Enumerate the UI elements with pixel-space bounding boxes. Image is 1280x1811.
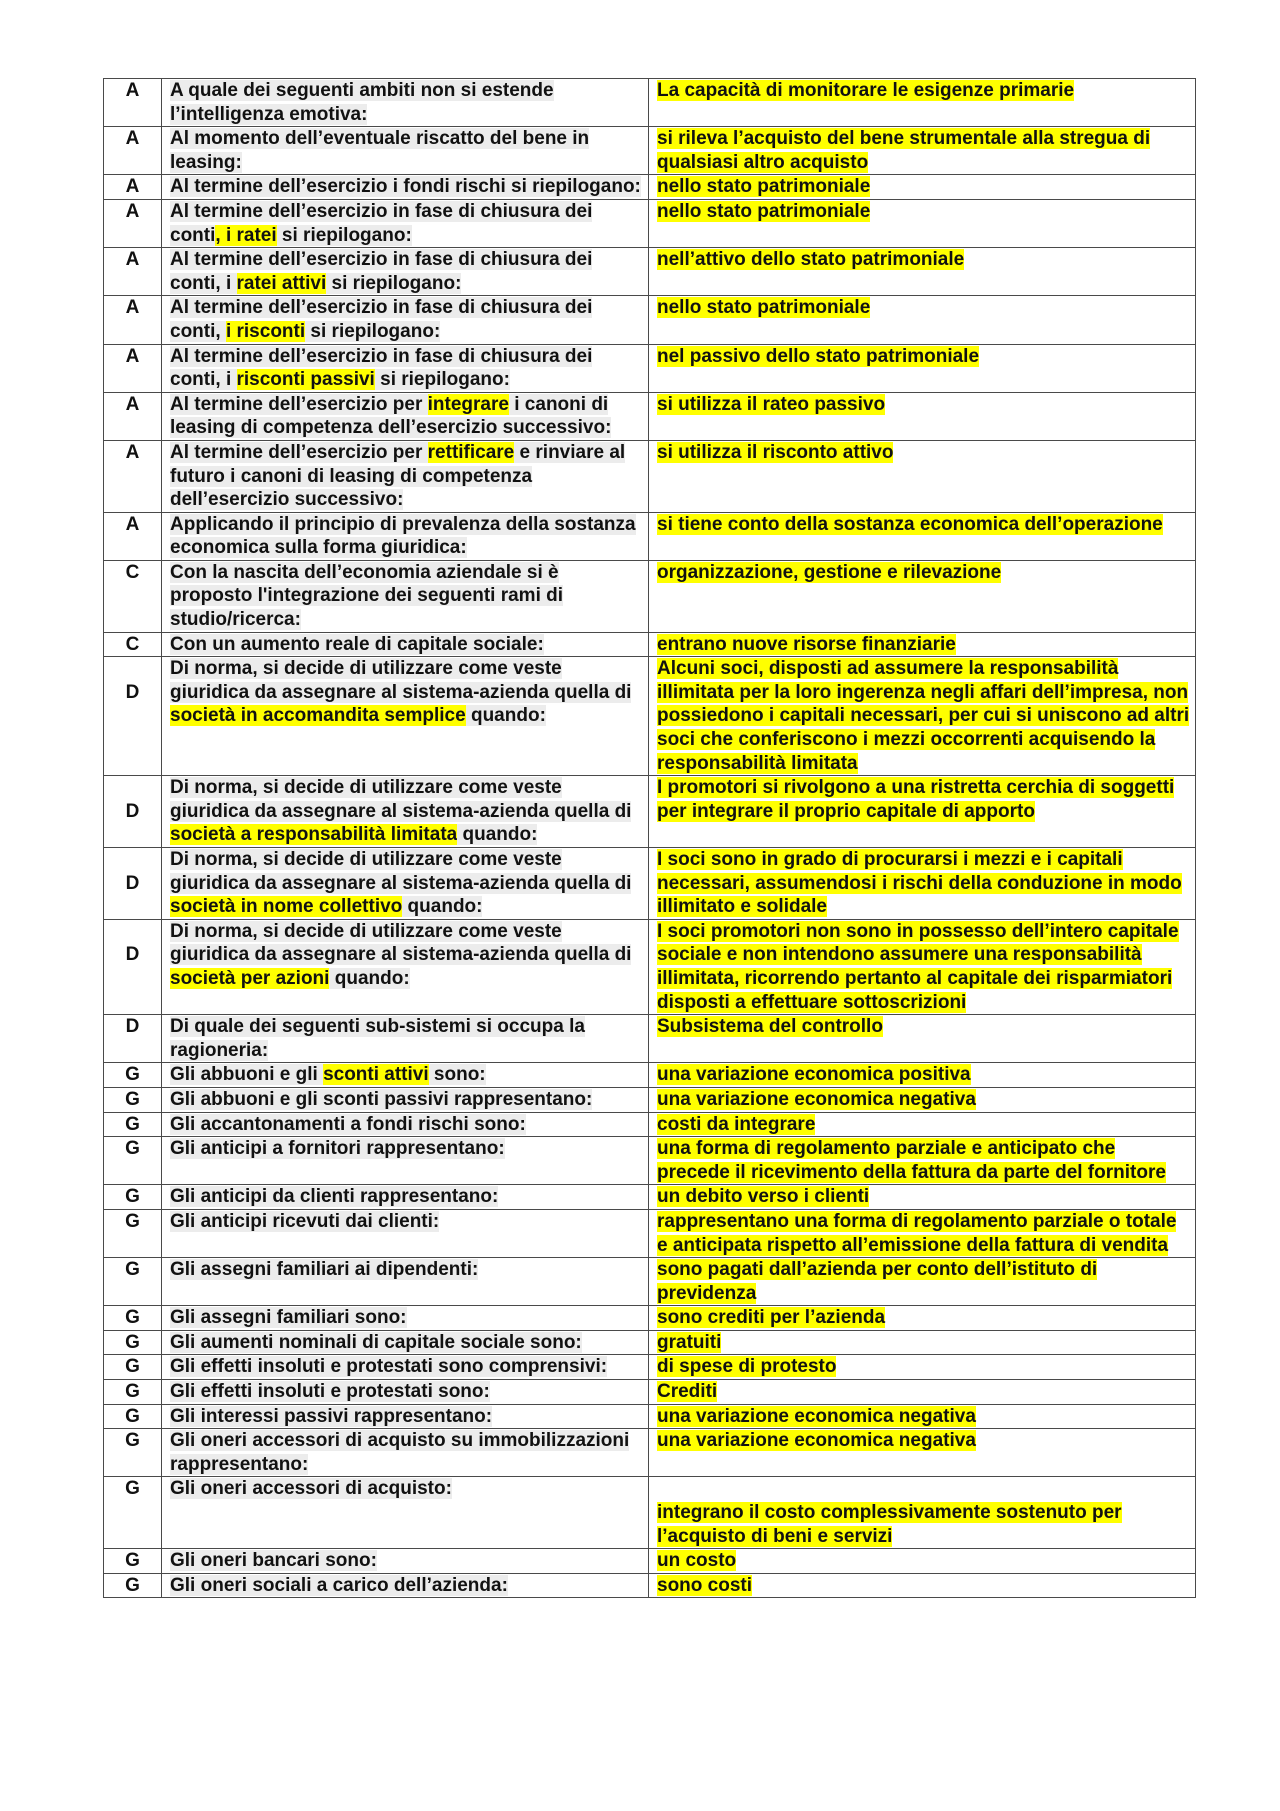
answer-cell (649, 1209, 1196, 1257)
answer-cell (649, 512, 1196, 560)
question-cell (162, 127, 649, 175)
question-cell (162, 248, 649, 296)
answer-cell (649, 1573, 1196, 1598)
table-row (104, 1380, 1196, 1405)
question-text: si riepilogano: (326, 272, 462, 294)
row-letter (104, 1063, 162, 1088)
question-highlight: società in nome collettivo (170, 896, 403, 918)
question-text: Gli abbuoni e gli (170, 1064, 324, 1086)
table-row (104, 919, 1196, 1014)
answer-text: una variazione economica negativa (657, 1405, 976, 1427)
row-letter-text: G (125, 1550, 140, 1572)
question-text: Con un aumento reale di capitale sociale: (170, 633, 544, 655)
table-row (104, 1306, 1196, 1331)
answer-cell (649, 1549, 1196, 1574)
row-letter (104, 248, 162, 296)
question-highlight: i risconti (225, 320, 306, 342)
row-letter (104, 632, 162, 657)
question-text: Di quale dei seguenti sub-sistemi si occupa la ragioneria: (170, 1016, 585, 1061)
answer-cell (649, 1015, 1196, 1063)
answer-text: si utilizza il rateo passivo (657, 393, 886, 415)
answer-text: I soci promotori non sono in possesso dell’intero capitale sociale e non intendono assumere una responsabilità illimitata, ricorrendo pertanto al capitale dei risparmiatori disposti a effettuare sottoscrizioni (657, 920, 1179, 1013)
row-letter-text: G (125, 1113, 140, 1135)
row-letter-text: G (125, 1259, 140, 1281)
row-letter-text: D (125, 872, 140, 894)
row-letter-text: G (125, 1356, 140, 1378)
table-row (104, 1549, 1196, 1574)
row-letter-text: A (125, 441, 140, 463)
answer-cell (649, 1404, 1196, 1429)
answer-text: costi da integrare (657, 1113, 816, 1135)
question-text: e rinviare al futuro i canoni di leasing di competenza dell’esercizio successivo: (170, 441, 626, 511)
question-cell (162, 1573, 649, 1598)
question-cell (162, 440, 649, 512)
question-text: Gli oneri bancari sono: (170, 1550, 377, 1572)
answer-text: si rileva l’acquisto del bene strumentale alla stregua di qualsiasi altro acquisto (657, 128, 1151, 173)
row-letter (104, 1112, 162, 1137)
row-letter-text: G (125, 1138, 140, 1160)
question-text: sono: (428, 1064, 486, 1086)
row-letter-text: D (125, 1016, 140, 1038)
question-cell (162, 79, 649, 127)
row-letter (104, 1015, 162, 1063)
question-text: quando: (457, 824, 538, 846)
question-text: Gli interessi passivi rappresentano: (170, 1405, 493, 1427)
row-letter-text: G (125, 1405, 140, 1427)
row-letter-text: A (125, 176, 140, 198)
row-letter-text: G (125, 1478, 140, 1500)
row-letter-text: G (125, 1430, 140, 1452)
answer-cell (649, 127, 1196, 175)
qa-table (103, 78, 1196, 1598)
question-text: Gli oneri accessori di acquisto: (170, 1478, 452, 1500)
row-letter-text: A (125, 393, 140, 415)
answer-cell (649, 1137, 1196, 1185)
answer-text: nell’attivo dello stato patrimoniale (657, 249, 965, 271)
answer-text: integrano il costo complessivamente sostenuto per l’acquisto di beni e servizi (657, 1502, 1122, 1547)
answer-text: rappresentano una forma di regolamento parziale o totale e anticipata rispetto all’emissione della fattura di vendita (657, 1210, 1177, 1256)
row-letter-text: G (125, 1088, 140, 1110)
answer-cell (649, 79, 1196, 127)
question-cell (162, 1137, 649, 1185)
question-cell (162, 1209, 649, 1257)
table-row (104, 560, 1196, 632)
question-highlight: società a responsabilità limitata (170, 824, 458, 846)
row-letter (104, 175, 162, 200)
table-row (104, 440, 1196, 512)
question-cell (162, 632, 649, 657)
question-cell (162, 175, 649, 200)
answer-text: Alcuni soci, disposti ad assumere la responsabilità illimitata per la loro ingerenza negli affari dell’impresa, non possiedono i capitali necessari, per cui si uniscono ad altri soci che conferiscono i mezzi occorrenti acquisendo la responsabilità limitata (657, 658, 1190, 774)
question-cell (162, 1330, 649, 1355)
table-row (104, 1112, 1196, 1137)
answer-text: nello stato patrimoniale (657, 200, 871, 222)
answer-text: Crediti (657, 1381, 718, 1403)
answer-text: di spese di protesto (657, 1356, 837, 1378)
question-text: Gli abbuoni e gli sconti passivi rappresentano: (170, 1088, 593, 1110)
answer-text: nel passivo dello stato patrimoniale (657, 345, 980, 367)
question-cell (162, 1087, 649, 1112)
table-row (104, 127, 1196, 175)
row-letter-text: C (125, 633, 140, 655)
question-text: Di norma, si decide di utilizzare come veste giuridica da assegnare al sistema-azienda quella di (170, 658, 632, 703)
question-highlight: sconti attivi (323, 1064, 429, 1086)
answer-cell (649, 248, 1196, 296)
question-text: Al momento dell’eventuale riscatto del bene in leasing: (170, 128, 590, 173)
answer-cell (649, 919, 1196, 1014)
row-letter (104, 1087, 162, 1112)
row-letter (104, 560, 162, 632)
row-letter-text: G (125, 1186, 140, 1208)
row-letter (104, 392, 162, 440)
answer-cell (649, 440, 1196, 512)
answer-text: La capacità di monitorare le esigenze primarie (657, 80, 1075, 101)
row-letter-text: A (125, 345, 140, 367)
question-highlight: , i ratei (215, 224, 277, 246)
question-text: Gli accantonamenti a fondi rischi sono: (170, 1113, 526, 1135)
answer-cell (649, 848, 1196, 920)
row-letter-text: A (125, 297, 140, 319)
table-row (104, 1209, 1196, 1257)
answer-cell (649, 1112, 1196, 1137)
question-highlight: risconti passivi (236, 369, 375, 391)
answer-cell (649, 392, 1196, 440)
table-row (104, 1087, 1196, 1112)
row-letter (104, 848, 162, 920)
question-text: Di norma, si decide di utilizzare come veste giuridica da assegnare al sistema-azienda quella di (170, 920, 632, 966)
table-row (104, 1015, 1196, 1063)
row-letter-text: D (125, 944, 140, 966)
question-highlight: integrare (427, 393, 509, 415)
question-cell (162, 848, 649, 920)
answer-cell (649, 1429, 1196, 1477)
question-text: quando: (465, 705, 546, 727)
answer-text: un debito verso i clienti (657, 1186, 870, 1208)
question-highlight: rettificare (427, 441, 515, 463)
answer-text: nello stato patrimoniale (657, 297, 871, 319)
row-letter (104, 1185, 162, 1210)
row-letter (104, 776, 162, 848)
answer-cell (649, 1063, 1196, 1088)
row-letter (104, 199, 162, 247)
answer-text: sono pagati dall’azienda per conto dell’istituto di previdenza (657, 1259, 1098, 1304)
question-text: Gli anticipi a fornitori rappresentano: (170, 1138, 505, 1160)
question-highlight: società in accomandita semplice (170, 705, 466, 727)
question-text: Al termine dell’esercizio per (170, 393, 428, 415)
question-cell (162, 1355, 649, 1380)
table-row (104, 1137, 1196, 1185)
answer-text: I soci sono in grado di procurarsi i mezzi e i capitali necessari, assumendosi i rischi della conduzione in modo illimitato e solidale (657, 849, 1182, 918)
answer-cell (649, 1380, 1196, 1405)
row-letter (104, 1258, 162, 1306)
row-letter-text: G (125, 1210, 140, 1232)
question-text: Al termine dell’esercizio in fase di chiusura dei conti, (170, 297, 593, 342)
row-letter (104, 296, 162, 344)
answer-cell (649, 1306, 1196, 1331)
table-row (104, 1063, 1196, 1088)
table-row (104, 1330, 1196, 1355)
table-row (104, 632, 1196, 657)
table-row (104, 344, 1196, 392)
question-text: Gli effetti insoluti e protestati sono: (170, 1381, 490, 1403)
question-text: Al termine dell’esercizio per (170, 441, 428, 463)
answer-text: entrano nuove risorse finanziarie (657, 633, 956, 655)
question-cell (162, 296, 649, 344)
row-letter-text: G (125, 1064, 140, 1086)
question-text: i canoni di leasing di competenza dell’esercizio successivo: (170, 393, 612, 439)
table-row (104, 776, 1196, 848)
question-text: Gli anticipi ricevuti dai clienti: (170, 1210, 440, 1232)
row-letter (104, 1209, 162, 1257)
question-text: Gli oneri sociali a carico dell’azienda: (170, 1574, 508, 1596)
question-text: Gli assegni familiari ai dipendenti: (170, 1259, 479, 1281)
table-row (104, 296, 1196, 344)
question-cell (162, 1112, 649, 1137)
table-row (104, 1185, 1196, 1210)
answer-cell (649, 1477, 1196, 1549)
answer-text: organizzazione, gestione e rilevazione (657, 561, 1002, 583)
answer-text: una variazione economica negativa (657, 1430, 976, 1452)
question-text: Applicando il principio di prevalenza della sostanza economica sulla forma giuridica: (170, 513, 636, 559)
question-cell (162, 512, 649, 560)
question-text: Gli oneri accessori di acquisto su immobilizzazioni rappresentano: (170, 1430, 630, 1475)
answer-text: gratuiti (657, 1331, 722, 1353)
row-letter-text: G (125, 1381, 140, 1403)
question-text: si riepilogano: (276, 224, 412, 246)
question-cell (162, 1404, 649, 1429)
answer-cell (649, 1087, 1196, 1112)
question-cell (162, 1185, 649, 1210)
answer-text: una variazione economica positiva (657, 1064, 971, 1086)
question-cell (162, 776, 649, 848)
row-letter (104, 1549, 162, 1574)
question-text: Al termine dell’esercizio in fase di chiusura dei conti, i (170, 345, 593, 391)
answer-text: sono crediti per l’azienda (657, 1307, 886, 1329)
answer-text: si utilizza il risconto attivo (657, 441, 894, 463)
question-cell (162, 1258, 649, 1306)
table-row (104, 512, 1196, 560)
row-letter-text: A (125, 80, 140, 101)
row-letter (104, 512, 162, 560)
answer-cell (649, 344, 1196, 392)
question-text: quando: (329, 967, 410, 989)
question-text: quando: (402, 896, 483, 918)
question-text: Gli effetti insoluti e protestati sono comprensivi: (170, 1356, 608, 1378)
answer-cell (649, 199, 1196, 247)
question-cell (162, 1380, 649, 1405)
answer-cell (649, 657, 1196, 776)
table-row (104, 1429, 1196, 1477)
row-letter-text: D (125, 681, 140, 703)
row-letter (104, 79, 162, 127)
answer-cell (649, 560, 1196, 632)
row-letter (104, 440, 162, 512)
row-letter (104, 1429, 162, 1477)
answer-text: Subsistema del controllo (657, 1016, 883, 1038)
row-letter-text: G (125, 1574, 140, 1596)
row-letter-text: G (125, 1307, 140, 1329)
answer-text: un costo (657, 1550, 737, 1572)
row-letter (104, 1306, 162, 1331)
question-highlight: ratei attivi (236, 272, 327, 294)
table-row (104, 175, 1196, 200)
question-cell (162, 1477, 649, 1549)
row-letter (104, 127, 162, 175)
answer-text: nello stato patrimoniale (657, 176, 871, 198)
question-cell (162, 919, 649, 1014)
table-row (104, 1573, 1196, 1598)
table-row (104, 199, 1196, 247)
question-highlight: società per azioni (170, 967, 330, 989)
table-row (104, 848, 1196, 920)
table-row (104, 392, 1196, 440)
question-text: Al termine dell’esercizio in fase di chiusura dei conti (170, 200, 593, 246)
question-cell (162, 1015, 649, 1063)
row-letter (104, 344, 162, 392)
answer-cell (649, 632, 1196, 657)
question-text: Gli assegni familiari sono: (170, 1307, 407, 1329)
row-letter-text: A (125, 128, 140, 150)
question-text: Di norma, si decide di utilizzare come veste giuridica da assegnare al sistema-azienda quella di (170, 777, 632, 822)
answer-cell (649, 776, 1196, 848)
answer-cell (649, 175, 1196, 200)
row-letter-text: A (125, 200, 140, 222)
question-cell (162, 560, 649, 632)
row-letter (104, 919, 162, 1014)
answer-text: si tiene conto della sostanza economica dell’operazione (657, 513, 1163, 535)
table-row (104, 79, 1196, 127)
question-cell (162, 1063, 649, 1088)
row-letter (104, 1477, 162, 1549)
question-cell (162, 657, 649, 776)
row-letter (104, 657, 162, 776)
question-text: Al termine dell’esercizio in fase di chiusura dei conti, i (170, 249, 593, 294)
question-text: Gli aumenti nominali di capitale sociale sono: (170, 1331, 582, 1353)
question-text: Al termine dell’esercizio i fondi rischi si riepilogano: (170, 176, 641, 198)
answer-text: sono costi (657, 1574, 753, 1596)
question-cell (162, 392, 649, 440)
row-letter (104, 1137, 162, 1185)
question-text: Con la nascita dell’economia aziendale si è proposto l'integrazione dei seguenti rami di studio/ricerca: (170, 561, 564, 631)
answer-text: una forma di regolamento parziale e anticipato che precede il ricevimento della fattura da parte del fornitore (657, 1138, 1166, 1183)
row-letter-text: G (125, 1331, 140, 1353)
answer-text: una variazione economica negativa (657, 1088, 976, 1110)
answer-cell (649, 1355, 1196, 1380)
table-row (104, 1404, 1196, 1429)
row-letter (104, 1404, 162, 1429)
answer-cell (649, 296, 1196, 344)
question-cell (162, 1306, 649, 1331)
question-text: si riepilogano: (305, 320, 441, 342)
table-row (104, 657, 1196, 776)
row-letter-text: C (125, 561, 140, 583)
answer-cell (649, 1330, 1196, 1355)
table-row (104, 1258, 1196, 1306)
question-cell (162, 344, 649, 392)
row-letter (104, 1573, 162, 1598)
answer-cell (649, 1185, 1196, 1210)
question-text: si riepilogano: (374, 369, 510, 391)
row-letter-text: D (125, 800, 140, 822)
question-text: Gli anticipi da clienti rappresentano: (170, 1186, 499, 1208)
question-text: Di norma, si decide di utilizzare come veste giuridica da assegnare al sistema-azienda quella di (170, 849, 632, 894)
row-letter-text: A (125, 249, 140, 271)
answer-cell (649, 1258, 1196, 1306)
question-cell (162, 1549, 649, 1574)
question-cell (162, 199, 649, 247)
row-letter (104, 1380, 162, 1405)
table-row (104, 1355, 1196, 1380)
row-letter-text: A (125, 513, 140, 535)
answer-text: I promotori si rivolgono a una ristretta cerchia di soggetti per integrare il proprio capitale di apporto (657, 777, 1175, 822)
row-letter (104, 1330, 162, 1355)
table-row (104, 248, 1196, 296)
question-text: A quale dei seguenti ambiti non si estende l’intelligenza emotiva: (170, 80, 554, 125)
row-letter (104, 1355, 162, 1380)
table-row (104, 1477, 1196, 1549)
question-cell (162, 1429, 649, 1477)
qa-table-body (104, 79, 1196, 1598)
